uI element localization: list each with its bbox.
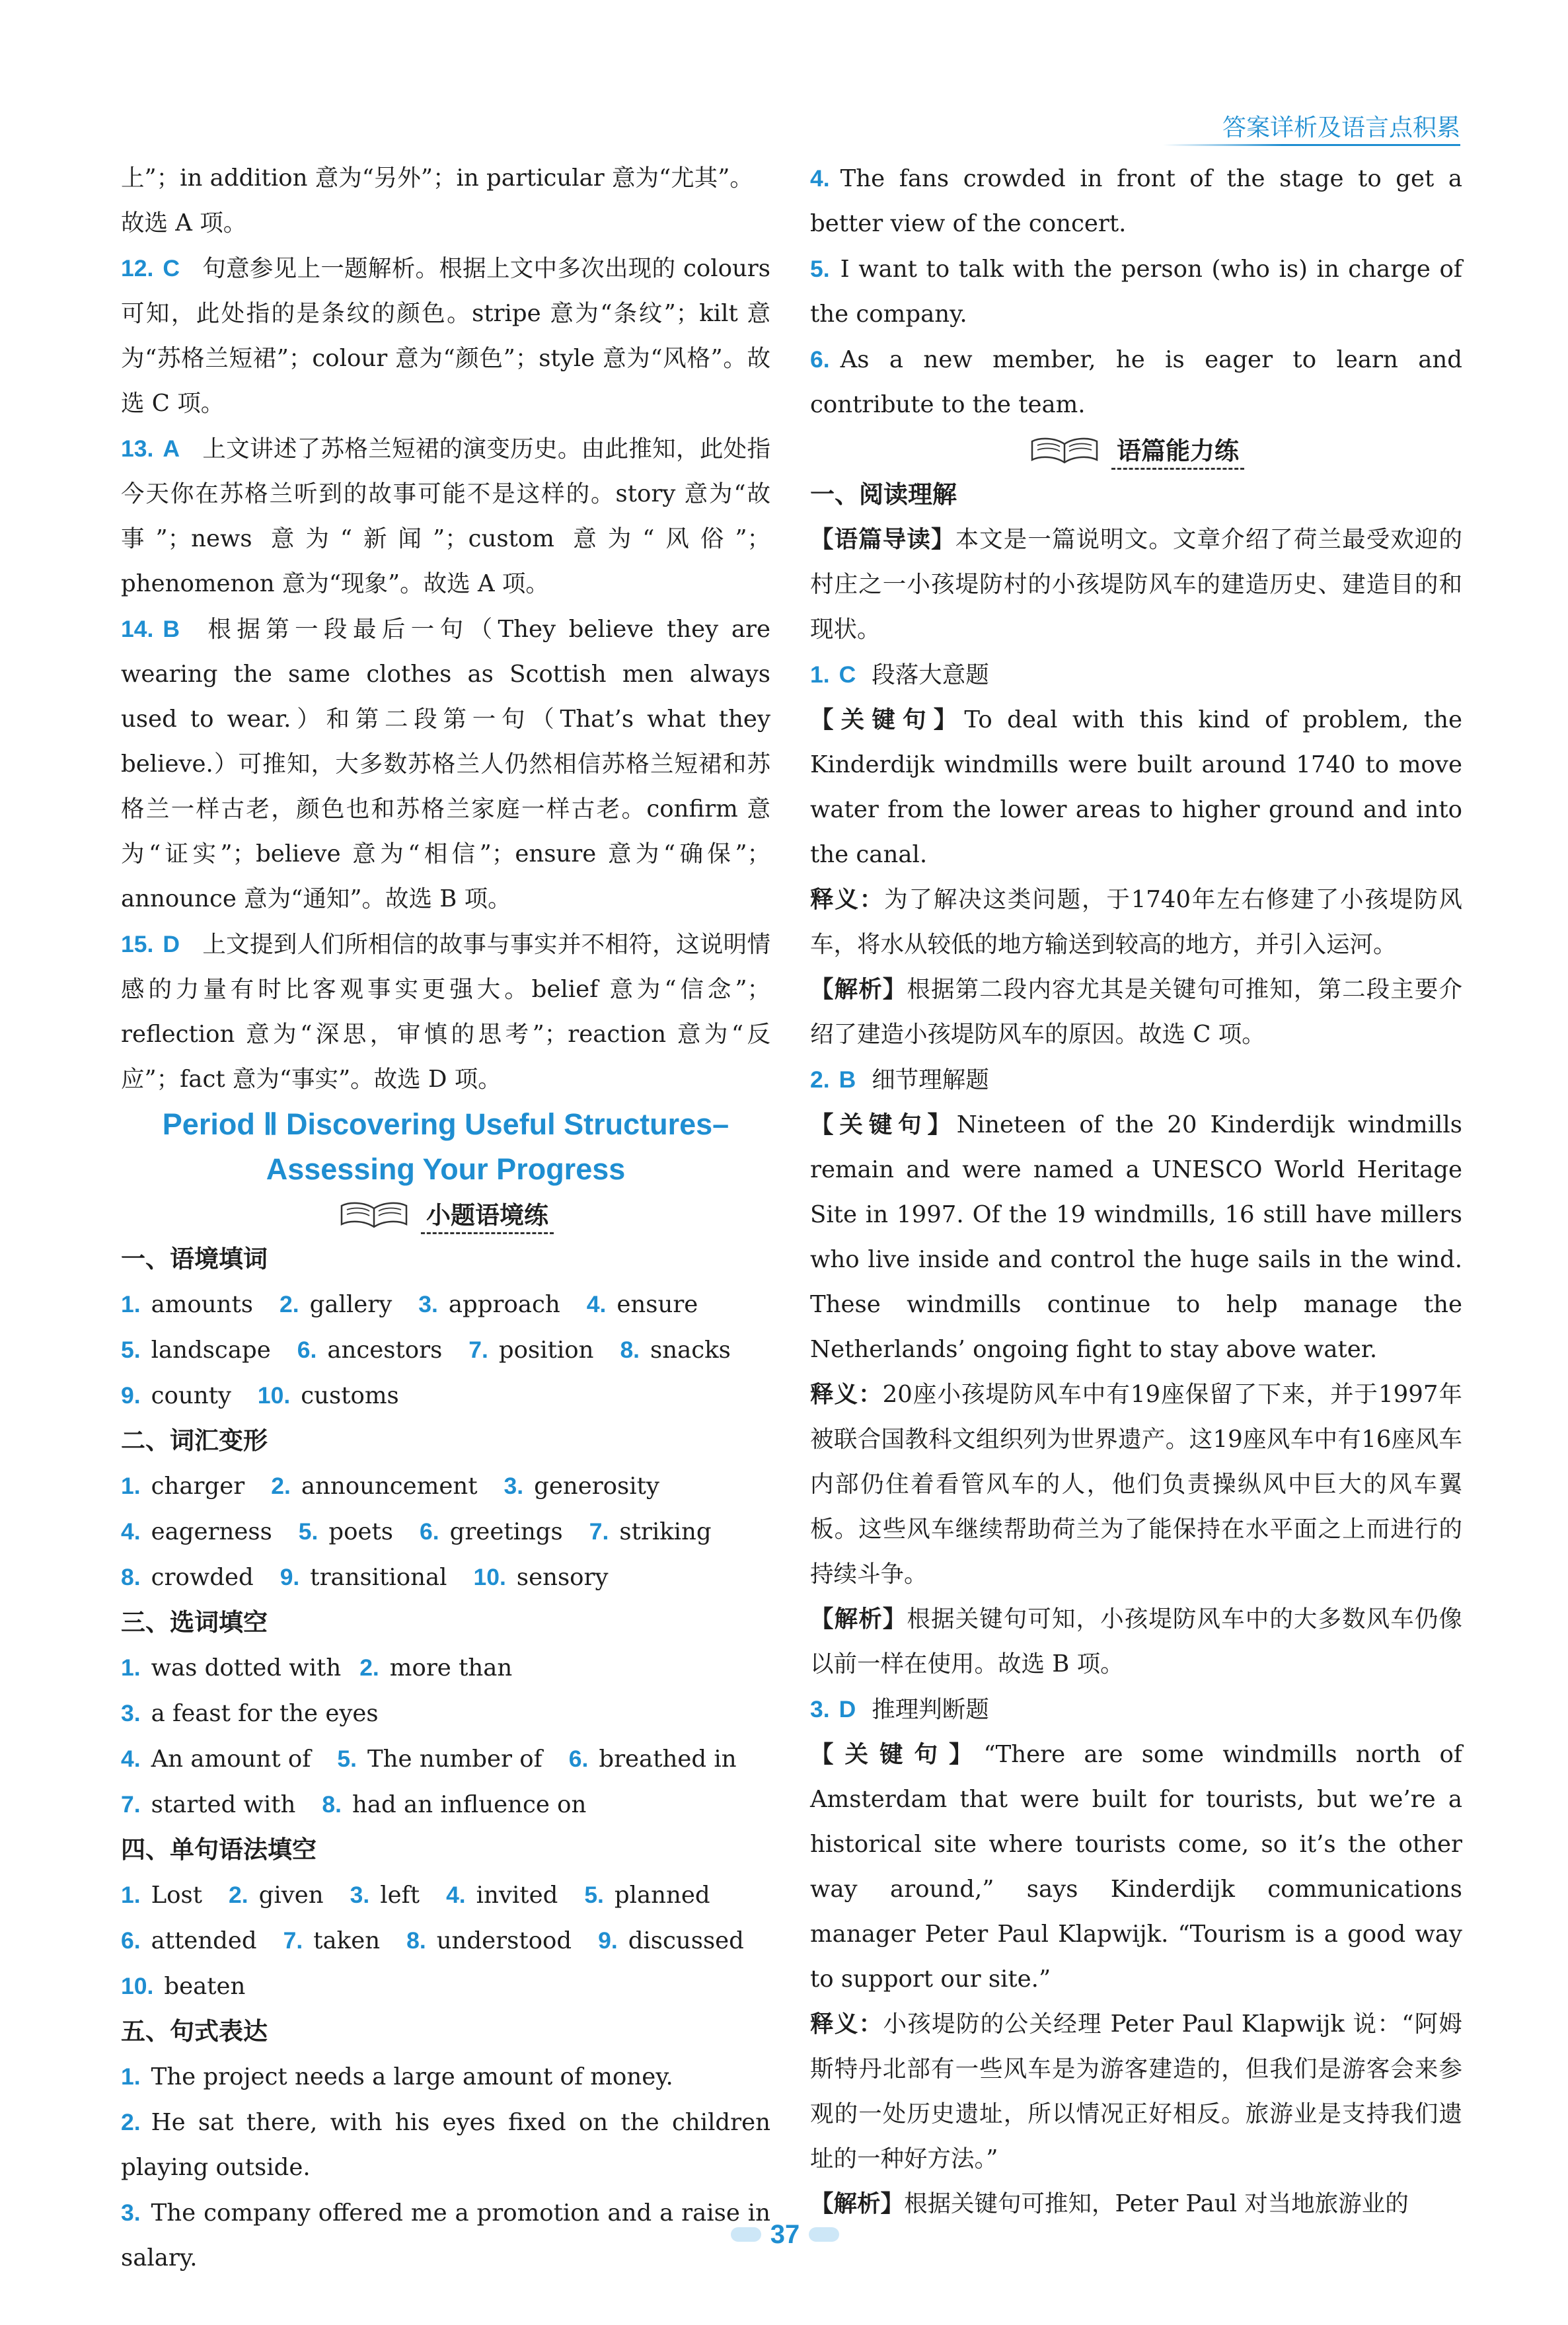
answer-item: 2. more than [359, 1654, 513, 1681]
answer-item: 8. crowded [121, 1564, 254, 1591]
answer-explanation: 根据第一段最后一句（They believe they are wearing the same clothes as Scottish men always used to wear.）和第二段第一句（That’s what they believe.）可推知，大多数苏格兰人仍然相信苏格兰短裙和苏格兰一样古老，颜色也和苏格兰家庭一样古老。confirm 意为“证实”；believe 意为“相信”；ensure 意为“确保”；announce 意为“通知”。故选 B 项。 [121, 616, 770, 912]
answer-12 [121, 246, 770, 426]
analysis: 【解析】根据第二段内容尤其是关键句可推知，第二段主要介绍了建造小孩堤防风车的原因。故选 C 项。 [810, 976, 1462, 1048]
question-number: 12. [121, 255, 154, 281]
answer-item: 7. striking [589, 1518, 712, 1545]
answer-letter: D [163, 931, 180, 957]
sentence-answer: 1. The project needs a large amount of money. [121, 2063, 673, 2090]
answer-item: 10. customs [257, 1382, 399, 1409]
answer-item: 10. beaten [121, 1973, 246, 2000]
reading-question-2: 2. B 细节理解题 [810, 1066, 989, 1093]
continuation-line: 故选 A 项。 [121, 209, 247, 237]
answer-item: 10. sensory [473, 1564, 609, 1591]
banner-label: 语篇能力练 [1111, 431, 1244, 470]
section-title: 一、语境填词 [121, 1245, 268, 1273]
reading-question-3: 3. D 推理判断题 [810, 1696, 989, 1723]
page-footer [724, 2219, 846, 2250]
question-number: 14. [121, 616, 154, 642]
answer-explanation: 上文提到人们所相信的故事与事实并不相符，这说明情感的力量有时比客观事实更强大。belief 意为“信念”；reflection 意为“深思，审慎的思考”；reaction 意为“反应”；fact 意为“事实”。故选 D 项。 [121, 931, 770, 1093]
key-sentence: 【关键句】To deal with this kind of problem, the Kinderdijk windmills were built around 1740 to move water from the lower areas to higher ground and into the canal. [810, 706, 1462, 868]
footer-decoration [731, 2227, 761, 2242]
answer-item: 9. county [121, 1382, 231, 1409]
section-title: 四、单句语法填空 [121, 1835, 317, 1864]
section-banner [121, 1192, 770, 1237]
answer-item: 8. had an influence on [322, 1791, 587, 1818]
answer-item: 3. approach [418, 1291, 560, 1318]
answer-item: 5. landscape [121, 1337, 271, 1364]
section-title: 三、选词填空 [121, 1608, 268, 1637]
header-divider [1163, 144, 1460, 146]
period-title: Period Ⅱ Discovering Useful Structures– [162, 1107, 729, 1141]
open-book-icon [338, 1199, 410, 1230]
right-column [810, 156, 1462, 2227]
answer-letter: B [163, 616, 180, 642]
answer-row [121, 1509, 770, 1555]
answer-item: 1. charger [121, 1473, 245, 1500]
footer-decoration [809, 2227, 839, 2242]
continuation-line: 上”；in addition 意为“另外”；in particular 意为“尤其”。 [121, 165, 753, 192]
answer-14 [121, 607, 770, 922]
question-number: 13. [121, 435, 154, 462]
section-banner [810, 427, 1462, 472]
answer-item: 6. breathed in [568, 1746, 737, 1773]
banner-label: 小题语境练 [421, 1195, 554, 1234]
answer-letter: A [163, 435, 180, 462]
answer-item: 7. taken [283, 1927, 381, 1954]
sentence-answer: 3. The company offered me a promotion and a raise in salary. [121, 2199, 770, 2271]
answer-row [121, 1373, 770, 1419]
answer-item: 2. announcement [271, 1473, 478, 1500]
passage-guide: 【语篇导读】本文是一篇说明文。文章介绍了荷兰最受欢迎的村庄之一小孩堤防村的小孩堤防风车的建造历史、建造目的和现状。 [810, 526, 1462, 643]
answer-item: 4. An amount of [121, 1746, 311, 1773]
translation: 释义：为了解决这类问题，于1740年左右修建了小孩堤防风车，将水从较低的地方输送到较高的地方，并引入运河。 [810, 886, 1462, 958]
key-sentence: 【关键句】Nineteen of the 20 Kinderdijk windmills remain and were named a UNESCO World Heritage Site in 1997. Of the 19 windmills, 16 still have millers who live inside and control the huge sails in the wind. These windmills continue to help manage the Netherlands’ ongoing fight to stay above water. [810, 1111, 1462, 1363]
analysis: 【解析】根据关键句可推知，Peter Paul 对当地旅游业的 [810, 2190, 1409, 2217]
answer-row [121, 1555, 770, 1600]
answer-item: 3. a feast for the eyes [121, 1700, 379, 1727]
header-title: 答案详析及语言点积累 [1222, 114, 1460, 141]
answer-item: 2. given [229, 1882, 324, 1909]
answer-row [121, 1736, 770, 1782]
sentence-answer: 6. As a new member, he is eager to learn and contribute to the team. [810, 346, 1462, 418]
answer-item: 1. was dotted with [121, 1654, 342, 1681]
answer-item: 1. Lost [121, 1882, 203, 1909]
answer-explanation: 句意参见上一题解析。根据上文中多次出现的 colours 可知，此处指的是条纹的颜色。stripe 意为“条纹”；kilt 意为“苏格兰短裙”；colour 意为“颜色”；style 意为“风格”。故选 C 项。 [121, 255, 770, 417]
sentence-answer: 4. The fans crowded in front of the stage to get a better view of the concert. [810, 165, 1462, 237]
answer-row [121, 1282, 770, 1327]
key-sentence: 【关键句】“There are some windmills north of Amsterdam that were built for tourists, but we’re a historical site where tourists come, so it’s the other way around,” says Kinderdijk communications manager Peter Paul Klapwijk. “Tourism is a good way to support our site.” [810, 1741, 1462, 1993]
sentence-answer: 2. He sat there, with his eyes fixed on the children playing outside. [121, 2109, 770, 2181]
answer-item: 8. snacks [620, 1337, 731, 1364]
answer-item: 6. attended [121, 1927, 257, 1954]
answer-15 [121, 922, 770, 1102]
answer-item: 9. transitional [280, 1564, 447, 1591]
answer-row [121, 1645, 770, 1736]
answer-item: 5. poets [298, 1518, 393, 1545]
analysis: 【解析】根据关键句可知，小孩堤防风车中的大多数风车仍像以前一样在使用。故选 B 项。 [810, 1605, 1462, 1678]
answer-row [121, 1918, 770, 1964]
question-number: 15. [121, 931, 154, 957]
answer-item: 6. greetings [420, 1518, 563, 1545]
answer-item: 1. amounts [121, 1291, 254, 1318]
answer-row [121, 1964, 770, 2009]
left-column [121, 156, 770, 2281]
answer-13 [121, 426, 770, 607]
answer-item: 7. position [468, 1337, 594, 1364]
answer-explanation: 上文讲述了苏格兰短裙的演变历史。由此推知，此处指今天你在苏格兰听到的故事可能不是这样的。story 意为“故事”；news 意为“新闻”；custom 意为“风俗”；phenomenon 意为“现象”。故选 A 项。 [121, 435, 770, 597]
open-book-icon [1028, 435, 1101, 465]
answer-row [121, 1782, 770, 1827]
answer-item: 6. ancestors [297, 1337, 443, 1364]
answer-item: 4. eagerness [121, 1518, 272, 1545]
reading-question-1: 1. C 段落大意题 [810, 661, 989, 688]
answer-item: 2. gallery [280, 1291, 392, 1318]
answer-item: 3. left [350, 1882, 420, 1909]
translation: 释义：小孩堤防的公关经理 Peter Paul Klapwijk 说：“阿姆斯特丹北部有一些风车是为游客建造的，但我们是游客会来参观的一处历史遗址，所以情况正好相反。旅游业是支持我们遗址的一种好方法。” [810, 2011, 1462, 2172]
section-title: 二、词汇变形 [121, 1426, 268, 1455]
sentence-answer: 5. I want to talk with the person (who is) in charge of the company. [810, 256, 1462, 328]
answer-item: 7. started with [121, 1791, 296, 1818]
answer-row [121, 1872, 770, 1918]
page-number: 37 [770, 2219, 800, 2249]
answer-item: 5. The number of [337, 1746, 542, 1773]
answer-item: 8. understood [406, 1927, 572, 1954]
answer-item: 3. generosity [504, 1473, 659, 1500]
answer-item: 4. ensure [586, 1291, 698, 1318]
answer-item: 5. planned [584, 1882, 710, 1909]
answer-letter: C [163, 255, 180, 281]
answer-item: 4. invited [446, 1882, 558, 1909]
answer-row [121, 1463, 770, 1509]
period-subtitle: Assessing Your Progress [266, 1152, 626, 1186]
section-title: 五、句式表达 [121, 2017, 268, 2046]
answer-row [121, 1327, 770, 1373]
section-title: 一、阅读理解 [810, 480, 957, 509]
answer-item: 9. discussed [598, 1927, 744, 1954]
translation: 释义：20座小孩堤防风车中有19座保留了下来，并于1997年被联合国教科文组织列为世界遗产。这19座风车中有16座风车内部仍住着看管风车的人，他们负责操纵风中巨大的风车翼板。这些风车继续帮助荷兰为了能保持在水平面之上而进行的持续斗争。 [810, 1381, 1462, 1588]
